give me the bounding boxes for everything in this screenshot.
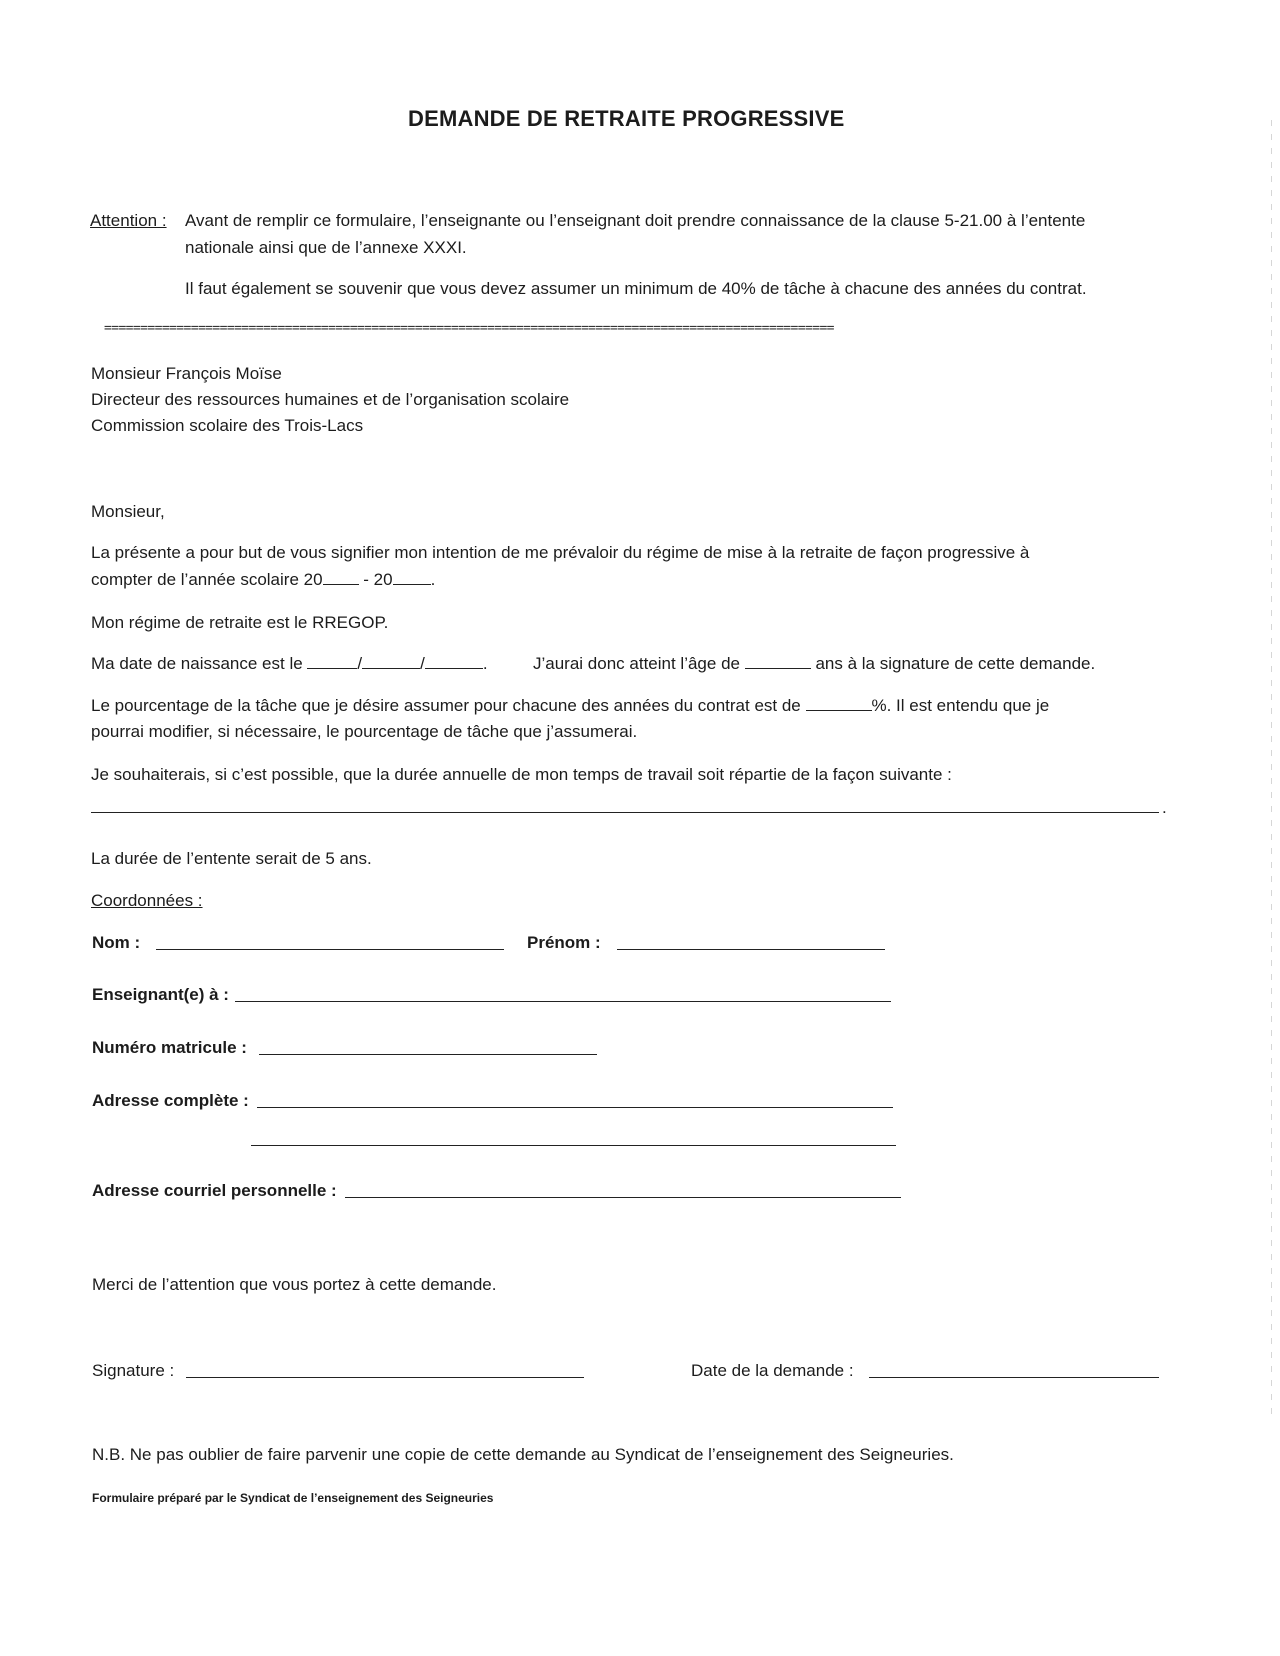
- percentage-line: [91, 696, 1049, 716]
- repartition-text: Je souhaiterais, si c’est possible, que la durée annuelle de mon temps de travail soit répartie de la façon suivante :: [91, 765, 952, 784]
- prenom-label: Prénom :: [527, 933, 601, 952]
- attention-line-1: Avant de remplir ce formulaire, l’enseignante ou l’enseignant doit prendre connaissance de la clause 5-21.00 à l’entente: [185, 211, 1086, 230]
- enseignant-field[interactable]: [235, 1001, 891, 1002]
- separator-line: =====================================================================================================: [104, 321, 834, 336]
- regime-text: Mon régime de retraite est le RREGOP.: [91, 613, 389, 632]
- footer-note: Formulaire préparé par le Syndicat de l’enseignement des Seigneuries: [92, 1491, 494, 1505]
- birth-date-prefix: Ma date de naissance est le: [91, 654, 303, 673]
- birth-month-field[interactable]: [362, 654, 420, 669]
- duration-text: La durée de l’entente serait de 5 ans.: [91, 849, 372, 868]
- recipient-org: Commission scolaire des Trois-Lacs: [91, 416, 364, 435]
- enseignant-label: Enseignant(e) à :: [92, 985, 229, 1004]
- adresse-field-2[interactable]: [251, 1145, 896, 1146]
- repartition-field[interactable]: [91, 812, 1159, 813]
- intent-line-1: La présente a pour but de vous signifier mon intention de me prévaloir du régime de mise à la retraite de façon progressive à: [91, 543, 1030, 562]
- birth-date-line: [91, 654, 488, 674]
- birth-slash-2: /: [420, 654, 425, 673]
- courriel-label: Adresse courriel personnelle :: [92, 1181, 337, 1200]
- percentage-line-2: pourrai modifier, si nécessaire, le pourcentage de tâche que j’assumerai.: [91, 722, 638, 741]
- coordonnees-heading: Coordonnées :: [91, 891, 203, 910]
- school-year-line: [91, 570, 435, 590]
- nom-label: Nom :: [92, 933, 141, 952]
- birth-dot: .: [482, 654, 488, 673]
- adresse-label: Adresse complète :: [92, 1091, 249, 1110]
- nb-note: N.B. Ne pas oublier de faire parvenir une copie de cette demande au Syndicat de l’enseignement des Seigneuries.: [92, 1445, 954, 1464]
- salutation: Monsieur,: [91, 502, 165, 521]
- thanks-text: Merci de l’attention que vous portez à cette demande.: [92, 1275, 497, 1294]
- school-year-end-field[interactable]: [393, 570, 431, 585]
- attention-line-3: Il faut également se souvenir que vous devez assumer un minimum de 40% de tâche à chacune des années du contrat.: [185, 279, 1087, 298]
- document-title: DEMANDE DE RETRAITE PROGRESSIVE: [408, 106, 845, 131]
- prenom-field[interactable]: [617, 949, 885, 950]
- birth-day-field[interactable]: [307, 654, 357, 669]
- attention-line-2: nationale ainsi que de l’annexe XXXI.: [185, 238, 467, 257]
- school-year-prefix: compter de l’année scolaire 20: [91, 570, 323, 589]
- scan-edge-mark: [1271, 120, 1272, 1420]
- repartition-end: .: [1162, 798, 1167, 817]
- percentage-suffix: %. Il est entendu que je: [871, 696, 1050, 715]
- age-line: [533, 654, 1095, 674]
- matricule-label: Numéro matricule :: [92, 1038, 247, 1057]
- age-field[interactable]: [745, 654, 811, 669]
- age-suffix: ans à la signature de cette demande.: [815, 654, 1096, 673]
- recipient-name: Monsieur François Moïse: [91, 364, 282, 383]
- date-demande-field[interactable]: [869, 1377, 1159, 1378]
- percentage-field[interactable]: [806, 696, 872, 711]
- nom-field[interactable]: [156, 949, 504, 950]
- courriel-field[interactable]: [345, 1197, 901, 1198]
- date-demande-label: Date de la demande :: [691, 1361, 854, 1380]
- percentage-prefix: Le pourcentage de la tâche que je désire assumer pour chacune des années du contrat est de: [91, 696, 801, 715]
- attention-label: Attention :: [90, 211, 167, 230]
- school-year-end: .: [430, 570, 436, 589]
- age-prefix: J’aurai donc atteint l’âge de: [533, 654, 740, 673]
- adresse-field-1[interactable]: [257, 1107, 893, 1108]
- recipient-role: Directeur des ressources humaines et de l’organisation scolaire: [91, 390, 570, 409]
- school-year-start-field[interactable]: [323, 570, 359, 585]
- birth-year-field[interactable]: [425, 654, 483, 669]
- school-year-middle: - 20: [358, 570, 393, 589]
- matricule-field[interactable]: [259, 1054, 597, 1055]
- signature-label: Signature :: [92, 1361, 175, 1380]
- signature-field[interactable]: [186, 1377, 584, 1378]
- birth-slash-1: /: [357, 654, 363, 673]
